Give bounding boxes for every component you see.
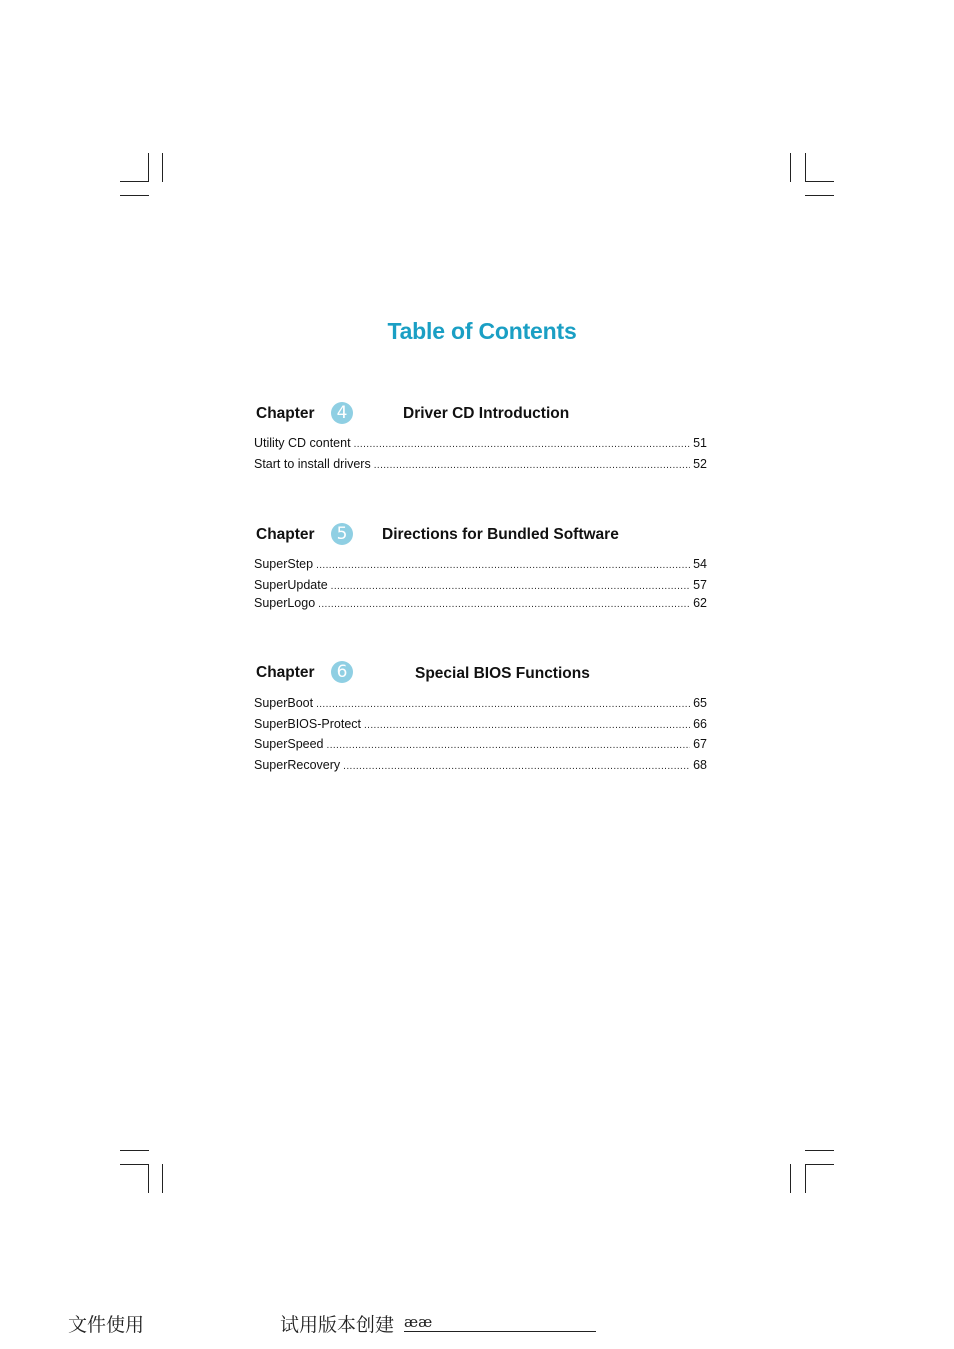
crop-mark	[162, 1164, 163, 1193]
chapter-heading: Directions for Bundled Software	[382, 526, 619, 543]
toc-entry-label: SuperStep	[254, 557, 314, 571]
footer-watermark-left: 文件使用	[68, 1314, 145, 1336]
toc-entry-label: SuperUpdate	[254, 578, 328, 592]
toc-entry-label: Start to install drivers	[254, 457, 371, 471]
crop-mark	[805, 1150, 834, 1151]
toc-entry-page: 57	[693, 578, 707, 592]
leader-dots	[331, 581, 690, 592]
toc-entry-page: 66	[693, 717, 707, 731]
crop-mark	[805, 1164, 834, 1165]
crop-mark	[148, 1164, 149, 1193]
crop-mark	[805, 153, 806, 182]
chapter-number-badge: 5	[331, 523, 353, 545]
chapter-label: Chapter	[256, 526, 315, 543]
crop-mark	[120, 1164, 149, 1165]
leader-dots	[327, 740, 691, 751]
leader-dots	[316, 560, 690, 571]
toc-entry[interactable]	[254, 557, 707, 574]
leader-dots	[318, 599, 690, 610]
toc-entry[interactable]	[254, 578, 707, 595]
leader-dots	[316, 699, 690, 710]
toc-entry-page: 67	[693, 737, 707, 751]
crop-mark	[805, 181, 834, 182]
crop-mark	[790, 153, 791, 182]
toc-entry[interactable]	[254, 717, 707, 734]
chapter-number-badge: 4	[331, 402, 353, 424]
chapter-heading: Special BIOS Functions	[415, 665, 590, 682]
toc-entry-label: SuperRecovery	[254, 758, 341, 772]
crop-mark	[148, 153, 149, 182]
toc-entry-page: 52	[693, 457, 707, 471]
footer-watermark-right: 试用版本创建	[280, 1314, 395, 1336]
toc-entry-page: 62	[693, 596, 707, 610]
leader-dots	[354, 439, 691, 450]
footer-link[interactable]: ææ	[404, 1313, 596, 1332]
chapter-number-badge: 6	[331, 661, 353, 683]
toc-entry[interactable]	[254, 737, 707, 754]
chapter-label: Chapter	[256, 664, 315, 681]
crop-mark	[805, 195, 834, 196]
toc-entry-page: 51	[693, 436, 707, 450]
chapter-header	[256, 401, 716, 427]
toc-entry[interactable]	[254, 457, 707, 474]
toc-entry-page: 68	[693, 758, 707, 772]
toc-entry-label: SuperLogo	[254, 596, 316, 610]
page-title: Table of Contents	[387, 318, 577, 344]
toc-entry[interactable]	[254, 696, 707, 713]
toc-entry[interactable]	[254, 436, 707, 453]
crop-mark	[120, 195, 149, 196]
toc-entry-label: SuperSpeed	[254, 737, 324, 751]
toc-entry-page: 54	[693, 557, 707, 571]
chapter-header	[256, 522, 716, 548]
crop-mark	[120, 181, 149, 182]
crop-mark	[790, 1164, 791, 1193]
chapter-label: Chapter	[256, 405, 315, 422]
toc-entry[interactable]	[254, 758, 707, 775]
leader-dots	[364, 720, 690, 731]
toc-entry-page: 65	[693, 696, 707, 710]
toc-entry[interactable]	[254, 596, 707, 613]
toc-entry-label: Utility CD content	[254, 436, 351, 450]
crop-mark	[162, 153, 163, 182]
chapter-heading: Driver CD Introduction	[403, 405, 570, 422]
chapter-header	[256, 660, 716, 686]
leader-dots	[343, 761, 690, 772]
crop-mark	[120, 1150, 149, 1151]
leader-dots	[374, 460, 690, 471]
crop-mark	[805, 1164, 806, 1193]
toc-entry-label: SuperBIOS-Protect	[254, 717, 361, 731]
toc-entry-label: SuperBoot	[254, 696, 314, 710]
